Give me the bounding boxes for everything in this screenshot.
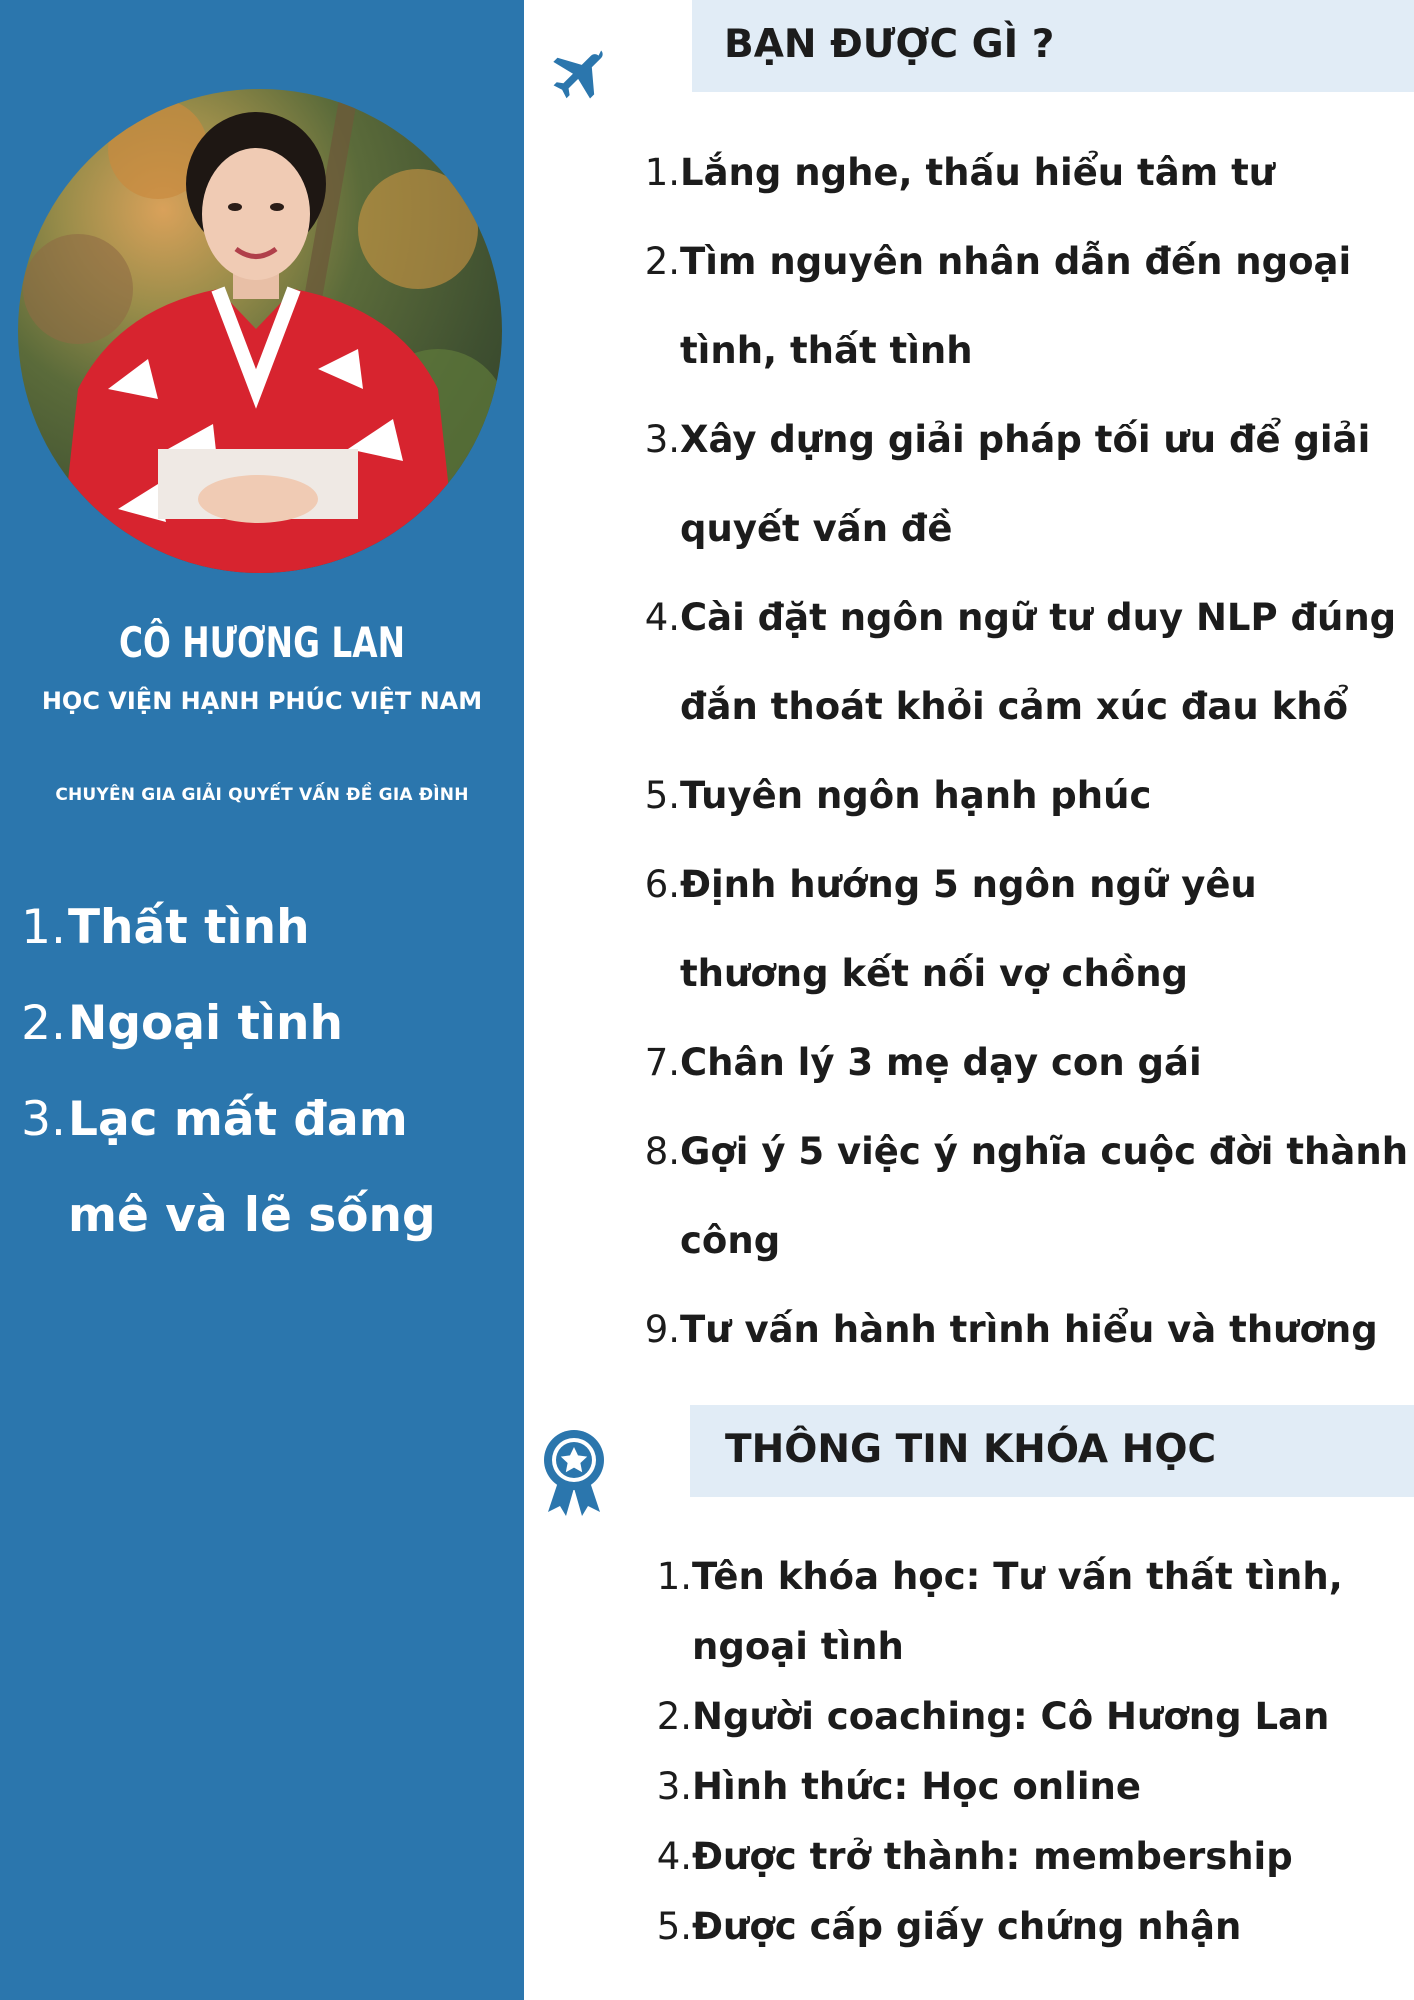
course-list [652,1542,1392,1962]
coach-name: CÔ HƯƠNG LAN [118,618,406,667]
list-item [652,1822,1392,1892]
list-item [652,1752,1392,1822]
list-text: Cài đặt ngôn ngữ tư duy NLP đúng đắn thoát khỏi cảm xúc đau khổ [680,596,1397,728]
list-item [640,128,1410,217]
profile-photo [18,89,502,573]
list-item [640,751,1410,840]
list-item [640,840,1410,1018]
list-item [652,1542,1392,1682]
list-number: 5. [644,774,680,817]
list-text: Được cấp giấy chứng nhận [692,1905,1242,1948]
list-item [640,1285,1410,1374]
academy-name: HỌC VIỆN HẠNH PHÚC VIỆT NAM [41,687,483,715]
list-number: 6. [644,863,680,906]
list-number: 7. [644,1041,680,1084]
list-number: 9. [644,1308,680,1351]
list-text: Tên khóa học: Tư vấn thất tình, ngoại tình [692,1555,1343,1668]
list-number: 2. [21,996,66,1051]
section-title-gain: BẠN ĐƯỢC GÌ ? [724,22,1055,67]
list-number: 3. [21,1092,66,1147]
list-number: 3. [656,1765,692,1808]
list-number: 4. [644,596,680,639]
portrait-illustration [18,89,502,573]
list-text: Thất tình [68,900,310,955]
list-number: 1. [21,900,66,955]
gain-list [640,128,1410,1374]
list-text: Người coaching: Cô Hương Lan [692,1695,1330,1738]
list-text: Tuyên ngôn hạnh phúc [680,774,1152,817]
list-item [652,1892,1392,1962]
list-number: 2. [644,240,680,283]
list-number: 4. [656,1835,692,1878]
list-number: 8. [644,1130,680,1173]
expert-title: CHUYÊN GIA GIẢI QUYẾT VẤN ĐỀ GIA ĐÌNH [55,785,469,805]
list-item [20,880,510,976]
list-text: Lạc mất đam mê và lẽ sống [68,1092,436,1243]
list-item [640,1018,1410,1107]
list-text: Ngoại tình [68,996,343,1051]
list-item [640,217,1410,395]
section-title-course: THÔNG TIN KHÓA HỌC [725,1427,1217,1472]
list-number: 1. [644,151,680,194]
sidebar [0,0,524,2000]
list-item [20,1072,510,1264]
list-item [640,395,1410,573]
list-text: Hình thức: Học online [692,1765,1141,1808]
list-text: Chân lý 3 mẹ dạy con gái [680,1041,1202,1084]
list-number: 1. [656,1555,692,1598]
list-item [20,976,510,1072]
airplane-icon [543,44,605,106]
award-ribbon-icon [540,1428,608,1518]
list-text: Tư vấn hành trình hiểu và thương [680,1308,1378,1351]
list-number: 2. [656,1695,692,1738]
list-number: 3. [644,418,680,461]
list-item [652,1682,1392,1752]
list-item [640,1107,1410,1285]
list-text: Tìm nguyên nhân dẫn đến ngoại tình, thất tình [680,240,1352,372]
list-number: 5. [656,1905,692,1948]
topic-list [20,880,510,1264]
list-text: Xây dựng giải pháp tối ưu để giải quyết vấn đề [680,418,1371,550]
list-text: Lắng nghe, thấu hiểu tâm tư [680,151,1276,194]
list-text: Gợi ý 5 việc ý nghĩa cuộc đời thành công [680,1130,1409,1262]
list-text: Được trở thành: membership [692,1835,1293,1878]
list-text: Định hướng 5 ngôn ngữ yêu thương kết nối vợ chồng [680,863,1257,995]
list-item [640,573,1410,751]
